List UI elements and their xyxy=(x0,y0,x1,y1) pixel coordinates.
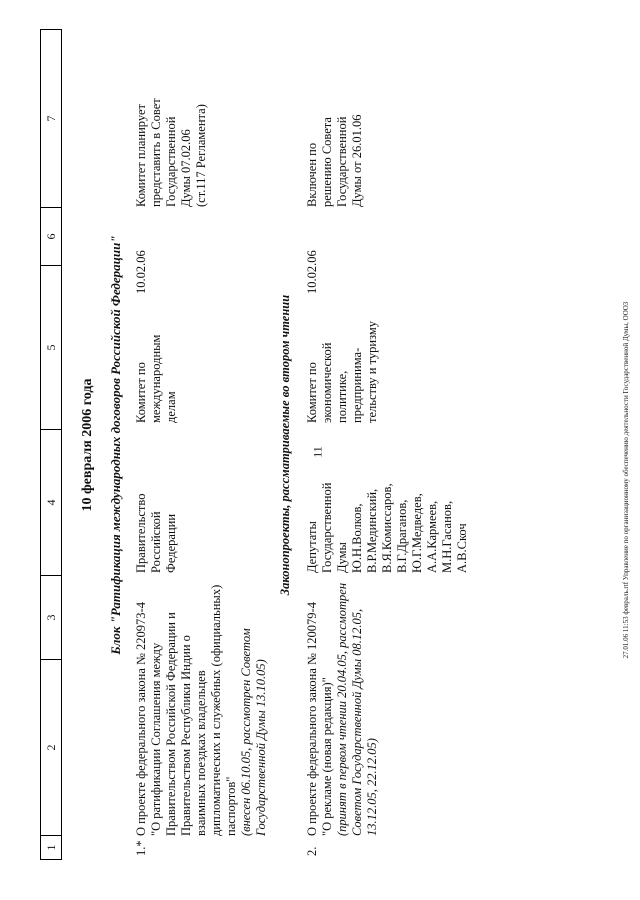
committee-line: тельству и туризму xyxy=(365,320,379,423)
initiator-line: Российской xyxy=(149,511,163,573)
initiator-line: Государственной xyxy=(320,482,334,573)
bill-title-line: О проекте федерального закона № 120079-4 xyxy=(305,602,319,836)
committee-line: Комитет по xyxy=(305,362,319,423)
bill-title-line: паспортов" xyxy=(224,776,238,836)
column-number-header xyxy=(40,29,62,860)
initiator-line: А.В.Скоч xyxy=(455,523,469,573)
remark-line: решению Совета xyxy=(320,117,334,207)
initiator-line: Ю.Г.Медведев, xyxy=(410,493,424,573)
bill-title xyxy=(134,585,269,836)
second-reading-heading: Законопроекты, рассматриваемые во втором чтении xyxy=(278,294,292,596)
bill-title-line: "О ратификации Соглашения между xyxy=(149,642,163,836)
bill-title-line: взаимных поездках владельцев xyxy=(194,670,208,836)
bill-note-line: Государственной Думы 13.10.05) xyxy=(254,659,268,836)
committee-line: экономической xyxy=(320,342,334,423)
remarks xyxy=(134,98,209,207)
bill-title-line: дипломатических и служебных (официальных) xyxy=(209,584,223,836)
initiator-line: Думы xyxy=(335,542,349,573)
initiator-line: Депутаты xyxy=(305,521,319,573)
committee-line: международным xyxy=(149,334,163,423)
initiator xyxy=(305,483,470,573)
landscape-document xyxy=(40,30,620,860)
initiator-line: М.Н.Гасанов, xyxy=(440,500,454,573)
column-header-4: 4 xyxy=(41,430,62,576)
remarks xyxy=(305,115,365,207)
column-header-3: 3 xyxy=(41,576,62,660)
row-number: 1.* xyxy=(134,840,148,856)
committee-line: предпринима- xyxy=(350,347,364,423)
remark-line: Думы от 26.01.06 xyxy=(350,114,364,207)
consideration-date: 10.02.06 xyxy=(305,250,319,294)
bill-title-line: Правительством Республики Индии о xyxy=(179,635,193,836)
committee xyxy=(134,335,179,423)
bill-title-line: "О рекламе (новая редакция)" xyxy=(320,677,334,836)
footer-file-info: 27.01.06 11:53 февраль.rtf Управление по организационному обеспечению деятельности Государственной Думы, ООО3 xyxy=(622,301,630,659)
column-header-5: 5 xyxy=(41,266,62,430)
row-number: 2. xyxy=(305,846,319,856)
initiator-line: А.А.Кармеев, xyxy=(425,500,439,573)
bill-note-line: 13.12.05, 22.12.05) xyxy=(365,738,379,836)
remark-line: Государственной xyxy=(164,116,178,207)
column-header-7: 7 xyxy=(41,30,62,208)
remark-line: Государственной xyxy=(335,116,349,207)
bill-note-line: (внесен 06.10.05, рассмотрен Советом xyxy=(239,628,253,836)
column-header-6: 6 xyxy=(41,208,62,266)
initiator-line: В.Г.Драганов, xyxy=(395,499,409,573)
initiator-line: Федерации xyxy=(164,513,178,573)
committee-line: делам xyxy=(164,391,178,423)
bill-title-line: О проекте федерального закона № 220973-4 xyxy=(134,602,148,836)
bill-note-line: (принят в первом чтении 20.04.05, рассмотрен xyxy=(335,582,349,836)
committee-line: политике, xyxy=(335,370,349,423)
bill-title xyxy=(305,583,380,836)
page-number: 11 xyxy=(310,446,325,458)
initiator xyxy=(134,494,179,573)
consideration-date: 10.02.06 xyxy=(134,250,148,294)
column-header-1: 1 xyxy=(41,836,62,860)
column-header-2: 2 xyxy=(41,660,62,836)
remark-line: Думы 07.02.06 xyxy=(179,129,193,207)
remark-line: Комитет планирует xyxy=(134,104,148,207)
date-heading: 10 февраля 2006 года xyxy=(80,378,95,512)
committee xyxy=(305,321,380,423)
initiator-line: Правительство xyxy=(134,493,148,573)
initiator-line: Ю.Н.Волков, xyxy=(350,503,364,573)
remark-line: (ст.117 Регламента) xyxy=(194,104,208,207)
bill-note-line: Советом Государственной Думы 08.12.05, xyxy=(350,608,364,836)
block-heading: Блок "Ратификация международных договоров Российской Федерации" xyxy=(108,235,123,655)
committee-line: Комитет по xyxy=(134,362,148,423)
bill-title-line: Правительством Российской Федерации и xyxy=(164,612,178,836)
remark-line: Включен по xyxy=(305,142,319,207)
remark-line: представить в Совет xyxy=(149,98,163,207)
initiator-line: В.Я.Комиссаров, xyxy=(380,483,394,573)
initiator-line: В.Р.Мединский, xyxy=(365,488,379,573)
